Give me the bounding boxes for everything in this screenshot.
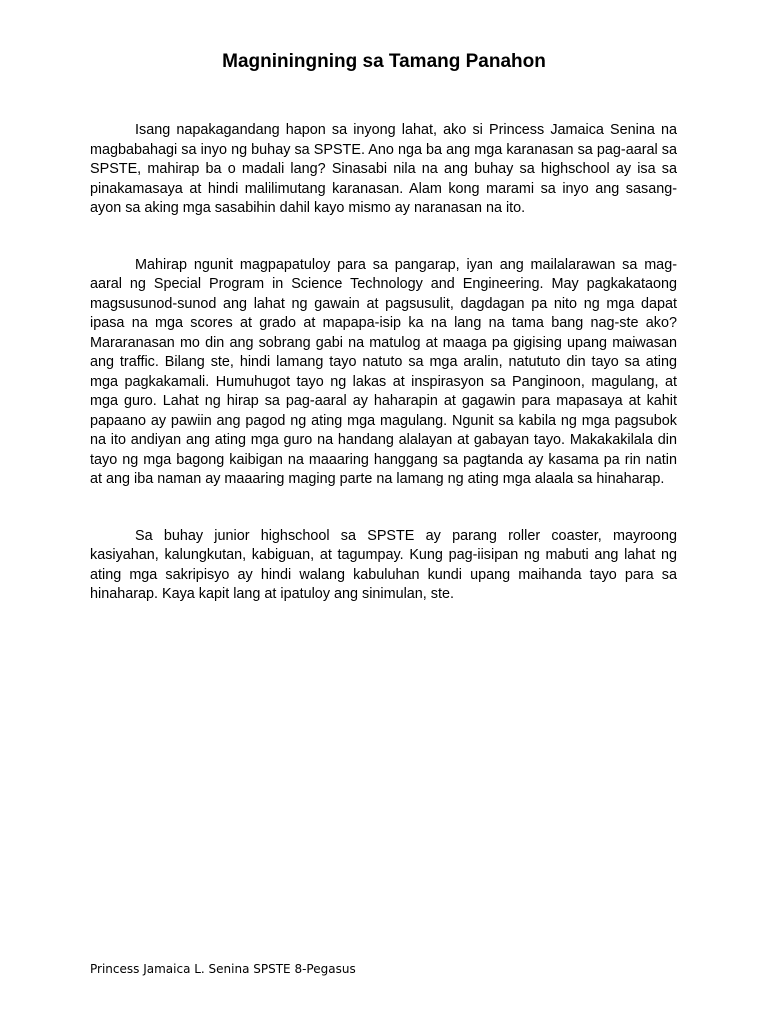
document-footer: Princess Jamaica L. Senina SPSTE 8-Pegasus [90, 962, 356, 976]
paragraph-challenges: Mahirap ngunit magpapatuloy para sa pangarap, iyan ang mailalarawan sa mag-aaral ng Special Program in Science Technology and Engineering. May pagkakataong magsusunod-sunod ang lahat ng gawain at pagsusulit, dagdagan pa nito ng mga dapat ipasa na mga scores at grado at mapapa-isip ka na lang na tama bang nag-ste ako? Mararanasan mo din ang sobrang gabi na matulog at maaga pa gigising upang maiwasan ang traffic. Bilang ste, hindi lamang tayo natuto sa mga aralin, natututo din tayo sa ating mga pagkakamali. Humuhugot tayo ng lakas at inspirasyon sa Panginoon, magulang, at mga guro. Lahat ng hirap sa pag-aaral ay haharapin at gagawin para mapasaya at kahit papaano ay pawiin ang pagod ng ating mga magulang. Ngunit sa kabila ng mga pagsubok na ito andiyan ang ating mga guro na handang alalayan at gabayan tayo. Makakakilala din tayo ng mga bagong kaibigan na maaaring hanggang sa pagtanda ay kasama pa rin natin at ang iba naman ay maaaring maging parte na lamang ng ating mga alaala sa hinaharap. [90, 256, 677, 487]
document-title: Magniningning sa Tamang Panahon [222, 51, 546, 72]
paragraph-conclusion: Sa buhay junior highschool sa SPSTE ay parang roller coaster, mayroong kasiyahan, kalungkutan, kabiguan, at tagumpay. Kung pag-iisipan ng mabuti ang lahat ng ating mga sakripisyo ay hindi walang kabuluhan kundi upang maihanda tayo para sa hinaharap. Kaya kapit lang at ipatuloy ang sinimulan, ste. [90, 527, 677, 602]
document-body [90, 121, 677, 642]
paragraph-intro: Isang napakagandang hapon sa inyong lahat, ako si Princess Jamaica Senina na magbabahagi sa inyo ng buhay sa SPSTE. Ano nga ba ang mga karanasan sa pag-aaral sa SPSTE, mahirap ba o madali lang? Sinasabi nila na ang buhay sa highschool ay isa sa pinakamasaya at hindi malilimutang karanasan. Alam kong marami sa inyo ang sasang-ayon sa aking mga sasabihin dahil kayo mismo ay naranasan na ito. [90, 122, 677, 216]
